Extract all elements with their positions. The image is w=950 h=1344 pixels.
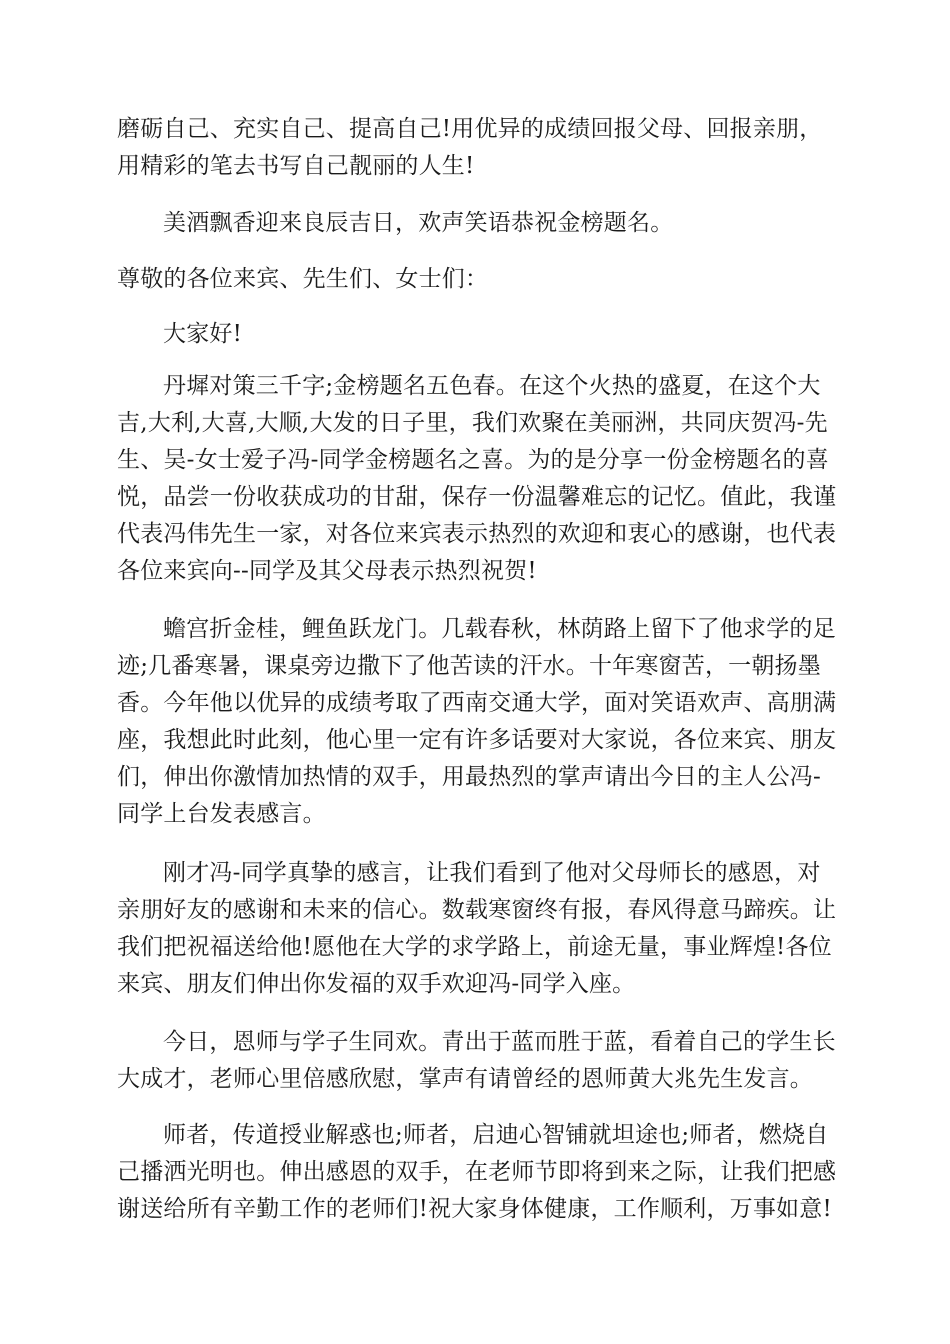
paragraph-salutation: 尊敬的各位来宾、先生们、女士们： xyxy=(117,266,489,292)
paragraph-greeting: 大家好! xyxy=(163,321,243,347)
paragraph-4: 蟾宫折金桂，鲤鱼跃龙门。几载春秋，林荫路上留下了他求学的足迹;几番寒暑，课桌旁边撒下了他苦读的汗水。十年寒窗苦，一朝扬墨香。今年他以优异的成绩考取了西南交通大学，面对笑语欢声、高朋满座，我想此时此刻，他心里一定有许多话要对大家说，各位来宾、朋友们，伸出你激情加热情的双手，用最热烈的掌声请出今日的主人公冯-同学上台发表感言。 xyxy=(117,616,837,827)
paragraph-5: 刚才冯-同学真挚的感言，让我们看到了他对父母师长的感恩，对亲朋好友的感谢和未来的信心。数载寒窗终有报，春风得意马蹄疾。让我们把祝福送给他!愿他在大学的求学路上，前途无量，事业辉煌!各位来宾、朋友们伸出你发福的双手欢迎冯-同学入座。 xyxy=(117,860,837,997)
paragraph-6: 今日，恩师与学子生同欢。青出于蓝而胜于蓝，看着自己的学生长大成才，老师心里倍感欣慰，掌声有请曾经的恩师黄大兆先生发言。 xyxy=(117,1029,836,1092)
paragraph-2: 美酒飘香迎来良辰吉日，欢声笑语恭祝金榜题名。 xyxy=(163,210,674,236)
paragraph-7: 师者，传道授业解惑也;师者，启迪心智铺就坦途也;师者，燃烧自己播洒光明也。伸出感恩的双手，在老师节即将到来之际，让我们把感谢送给所有辛勤工作的老师们!祝大家身体健康，工作顺利，万事如意! xyxy=(117,1122,837,1222)
paragraph-1: 磨砺自己、充实自己、提高自己!用优异的成绩回报父母、回报亲朋，用精彩的笔去书写自己靓丽的人生! xyxy=(117,116,823,179)
paragraph-3: 丹墀对策三千字;金榜题名五色春。在这个火热的盛夏，在这个大吉,大利,大喜,大顺,大发的日子里，我们欢聚在美丽洲，共同庆贺冯-先生、吴-女士爱子冯-同学金榜题名之喜。为的是分享一份金榜题名的喜悦，品尝一份收获成功的甘甜，保存一份温馨难忘的记忆。值此，我谨代表冯伟先生一家，对各位来宾表示热烈的欢迎和衷心的感谢，也代表各位来宾向--同学及其父母表示热烈祝贺! xyxy=(117,373,837,584)
